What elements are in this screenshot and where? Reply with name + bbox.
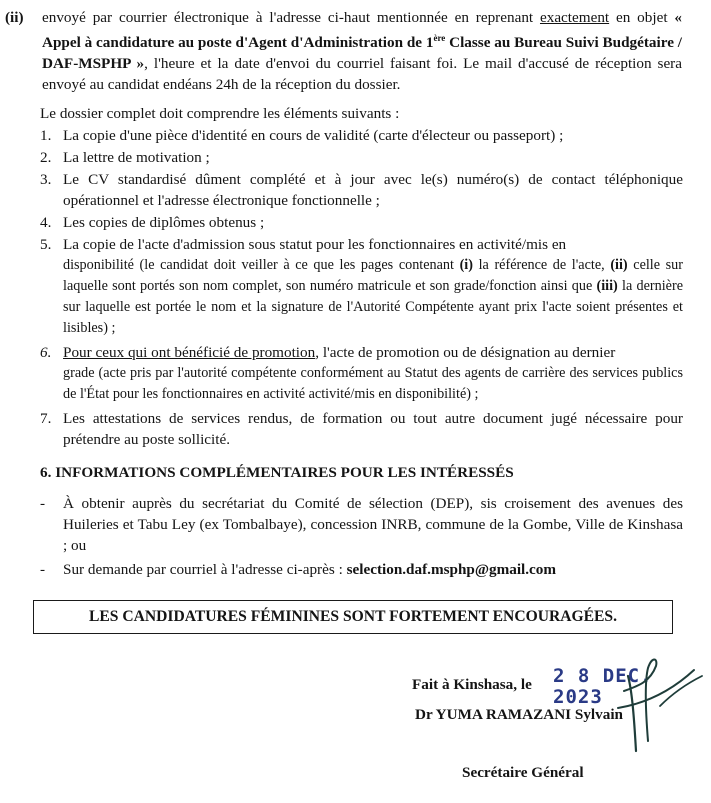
list-text-line-1	[63, 342, 683, 363]
list-number: 1.	[40, 127, 52, 144]
list-text-continued	[63, 255, 683, 339]
marker-iii: (iii)	[596, 278, 618, 294]
handwritten-signature	[598, 646, 708, 756]
marker-ii: (ii)	[610, 257, 628, 273]
email-subject-part-2: Classe au Bureau Suivi Budgétaire / DAF-MSPHP »	[42, 34, 682, 73]
date-stamp: 2 8 DEC. 2023	[553, 665, 653, 708]
list-text: La copie d'une pièce d'identité en cours de validité (carte d'électeur ou passeport) ;	[63, 127, 564, 144]
list-number: 2.	[40, 149, 52, 166]
list-number: 3.	[40, 171, 52, 188]
superscript-ere: ère	[433, 33, 446, 43]
emphasis-exactement: exactement	[539, 9, 610, 26]
signer-name: Dr YUMA RAMAZANI Sylvain	[415, 706, 623, 723]
list-text: Les attestations de services rendus, de formation ou tout autre document jugé nécessaire pour prétendre au poste sollicité.	[63, 410, 683, 448]
list-text-part: la dernière sur laquelle est portée le nom et la signature de l'Autorité Compétente ayant prix l'acte soient présentes et lisibles) ;	[63, 278, 683, 336]
list-text-part: disponibilité (le candidat doit veiller à ce que les pages contenant	[63, 257, 460, 273]
list-number: 5.	[40, 236, 52, 253]
list-text-part: celle sur laquelle sont portés son nom complet, son numéro matricule et son grade/fonction ainsi que	[63, 257, 683, 294]
promotion-underlined: Pour ceux qui ont bénéficié de promotion	[63, 344, 316, 361]
paragraph-ii-text-1-end: en objet	[609, 9, 675, 26]
signature-stroke	[624, 660, 656, 742]
list-text: Les copies de diplômes obtenus ;	[63, 214, 265, 231]
list-number: 6.	[40, 344, 52, 361]
bullet-text: À obtenir auprès du secrétariat du Comité de sélection (DEP), sis croisement des avenues des Huileries et Tabu Ley (ex Tombalbaye), concession INRB, commune de la Gombe, Ville de Kinshasa ; ou	[63, 495, 683, 554]
bullet-dash: -	[40, 495, 46, 512]
list-text-continued: grade (acte pris par l'autorité compétente conformément au Statut des agents de carrière des services publics de l'État pour les fonctionnaires en activité activité/mis en disponibilité) ;	[63, 365, 683, 402]
list-text-part: , l'acte de promotion ou de désignation au dernier	[315, 344, 616, 361]
bullet-text-part: Sur demande par courriel à l'adresse ci-après :	[63, 561, 347, 578]
item-marker-ii: (ii)	[5, 9, 24, 26]
place-line: Fait à Kinshasa, le	[412, 676, 532, 693]
list-text: Le CV standardisé dûment complété et à jour avec le(s) numéro(s) de contact téléphonique opérationnel et l'adresse électronique fonctionnelle ;	[63, 171, 683, 209]
paragraph-ii-text-2: , l'heure et la date d'envoi du courriel faisant foi. Le mail d'accusé de réception sera envoyé au candidat endéans 24h de la réception du dossier.	[42, 55, 682, 94]
list-number: 4.	[40, 214, 52, 231]
list-text	[63, 234, 683, 339]
list-text: La lettre de motivation ;	[63, 149, 210, 166]
encouragement-banner: LES CANDIDATURES FÉMININES SONT FORTEMENT ENCOURAGÉES.	[33, 600, 673, 634]
bullet-text	[63, 559, 683, 580]
paragraph-ii-text-1: envoyé par courrier électronique à l'adresse ci-haut mentionnée en reprenant	[42, 9, 540, 26]
bullet-dash: -	[40, 561, 46, 578]
email-address: selection.daf.msphp@gmail.com	[346, 561, 557, 578]
signer-role: Secrétaire Général	[462, 764, 584, 781]
list-text-part: la référence de l'acte,	[472, 257, 611, 273]
paragraph-ii	[42, 7, 682, 95]
marker-i: (i)	[459, 257, 473, 273]
section-title: 6. INFORMATIONS COMPLÉMENTAIRES POUR LES INTÉRESSÉS	[40, 464, 514, 481]
email-subject-part-1: « Appel à candidature au poste d'Agent d'Administration de 1	[42, 9, 682, 52]
dossier-intro: Le dossier complet doit comprendre les éléments suivants :	[40, 105, 400, 122]
list-number: 7.	[40, 410, 52, 427]
list-text-line-1: La copie de l'acte d'admission sous statut pour les fonctionnaires en activité/mis en	[63, 236, 567, 253]
list-text	[63, 342, 683, 405]
